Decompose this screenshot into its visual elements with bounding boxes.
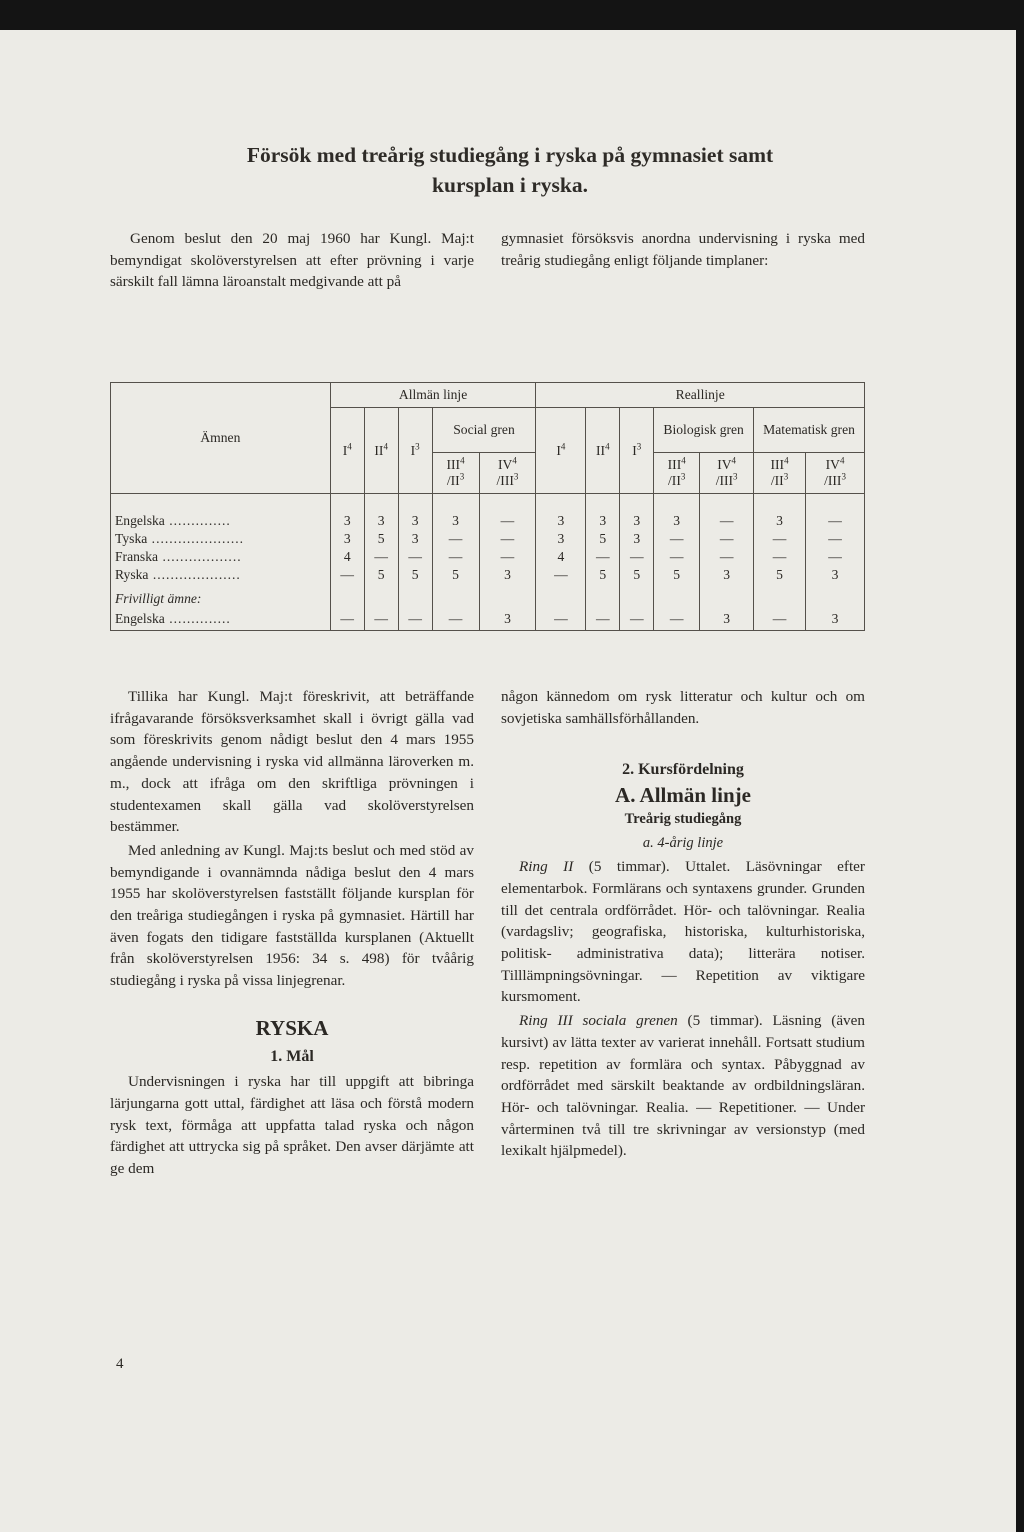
table-cell: 3 xyxy=(479,566,536,584)
ring-3-paragraph xyxy=(501,1010,865,1162)
heading-mal: 1. Mål xyxy=(270,1047,314,1065)
left-paragraph-2: Med anledning av Kungl. Maj:ts beslut och med stöd av bemyndigande i ovannämnda nådiga beslut den 4 mars 1955 har skolöverstyrelsen fastställt följande kursplan för den treåriga studiegången i ryska på gymnasiet. Härtill har även fogats den tidigare fastställda kursplanen (Aktuellt från skolöverstyrelsen 1956: 34 s. 498) för tvåårig studiegång i ryska på vissa linjegrenar. xyxy=(110,841,474,990)
table-cell xyxy=(754,584,806,608)
table-cell: Engelska .............. xyxy=(111,608,331,631)
table-cell: — xyxy=(754,530,806,548)
table-cell: — xyxy=(654,530,700,548)
table-cell: 5 xyxy=(432,566,479,584)
table-cell: — xyxy=(654,548,700,566)
table-cell: 3 xyxy=(398,494,432,531)
table-cell: 3 xyxy=(620,494,654,531)
heading-4arig-linje: a. 4-årig linje xyxy=(642,834,724,851)
table-row xyxy=(111,584,865,608)
intro-right-column xyxy=(501,228,865,271)
table-cell: — xyxy=(432,548,479,566)
table-cell: — xyxy=(364,548,398,566)
row-subject: Engelska xyxy=(115,611,165,626)
table-cell xyxy=(700,584,754,608)
left-paragraph-3: Undervisningen i ryska har till uppgift att bibringa lärjungarna gott uttal, färdighet att läsa och förstå modern rysk text, förmåga att uppfatta talad ryska och någon färdighet att uttrycka sig på språket. Den avser därjämte att ge dem xyxy=(110,1073,474,1178)
heading-trearig-studiegang: Treårig studiegång xyxy=(624,810,742,827)
ring-3-label: Ring III sociala grenen xyxy=(519,1012,678,1030)
optional-subject-label: Frivilligt ämne: xyxy=(115,591,202,606)
document-title xyxy=(110,140,910,200)
col-I4: $I^4$ xyxy=(330,408,364,494)
page-number: 4 xyxy=(116,1356,124,1372)
table-cell: — xyxy=(432,530,479,548)
table-cell xyxy=(806,584,865,608)
table-cell: 3 xyxy=(330,530,364,548)
title-line-1: Försök med treårig studiegång i ryska på gymnasiet samt xyxy=(246,143,774,167)
table-cell: Engelska .............. xyxy=(111,494,331,531)
table-cell xyxy=(364,584,398,608)
ring-3-text: (5 timmar). Läsning (även kursivt) av lätta texter av varierat innehåll. Fortsatt studium resp. repetition av formlära och syntax. Påbyggnad av ordförrådet med särskilt beaktande av ordbildningsläran. Hör- och talövningar. Realia. — Repetitioner. — Under vårterminen två till tre skrivningar av versionstyp (med lexikalt hjälpmedel). xyxy=(501,1012,865,1160)
table-cell xyxy=(536,584,586,608)
table-row xyxy=(111,566,865,584)
table-cell: — xyxy=(806,494,865,531)
table-cell: — xyxy=(330,608,364,631)
table-cell: 5 xyxy=(754,566,806,584)
social-gren-header: Social gren xyxy=(432,408,536,453)
table-cell: 3 xyxy=(536,530,586,548)
table-cell: 3 xyxy=(398,530,432,548)
table-cell: — xyxy=(364,608,398,631)
right-paragraph-1: någon kännedom om rysk litteratur och kultur och om sovjetiska samhällsförhållanden. xyxy=(501,688,865,727)
table-row xyxy=(111,548,865,566)
reallinje-header: Reallinje xyxy=(536,383,865,408)
ring-2-paragraph xyxy=(501,856,865,1008)
table-cell: — xyxy=(586,608,620,631)
table-cell: — xyxy=(754,608,806,631)
table-cell xyxy=(586,584,620,608)
body-right-column xyxy=(501,686,865,1164)
ring-2-label: Ring II xyxy=(519,858,574,876)
col-II4: $II^4$ xyxy=(364,408,398,494)
intro-right-text: gymnasiet försöksvis anordna undervisning i ryska med treårig studiegång enligt följande timplaner: xyxy=(501,230,865,269)
table-cell: — xyxy=(479,530,536,548)
row-subject: Tyska xyxy=(115,531,148,546)
table-cell: 5 xyxy=(398,566,432,584)
table-cell xyxy=(620,584,654,608)
intro-left-column xyxy=(110,228,474,293)
table-cell: 3 xyxy=(479,608,536,631)
table-cell: — xyxy=(806,548,865,566)
table-cell: — xyxy=(620,548,654,566)
row-subject: Franska xyxy=(115,549,159,564)
body-left-column xyxy=(110,686,474,1182)
bio-col-IV4-III3: $IV^4$ /III$^3$ xyxy=(700,453,754,494)
row-subject: Engelska xyxy=(115,513,165,528)
table-cell: Ryska .................... xyxy=(111,566,331,584)
heading-kursfordelning: 2. Kursfördelning xyxy=(622,761,744,779)
row-subject: Ryska xyxy=(115,567,149,582)
table-cell: 4 xyxy=(536,548,586,566)
table-cell: 5 xyxy=(364,566,398,584)
mat-col-III4-II3: III$^4$ $/II^3$ xyxy=(754,453,806,494)
table-row xyxy=(111,494,865,531)
table-cell: 3 xyxy=(754,494,806,531)
table-cell: — xyxy=(479,494,536,531)
table-cell: 3 xyxy=(806,608,865,631)
table-cell: Franska .................. xyxy=(111,548,331,566)
table-cell: 3 xyxy=(806,566,865,584)
table-cell: — xyxy=(620,608,654,631)
table-cell: — xyxy=(700,530,754,548)
table-cell: Tyska ..................... xyxy=(111,530,331,548)
table-cell: 3 xyxy=(536,494,586,531)
col-real-II4: $II^4$ xyxy=(586,408,620,494)
heading-allman-linje: A. Allmän linje xyxy=(615,783,751,808)
table-cell xyxy=(111,584,331,608)
table-cell: 4 xyxy=(330,548,364,566)
table-cell: 3 xyxy=(700,608,754,631)
table-cell: 3 xyxy=(364,494,398,531)
table-cell xyxy=(479,584,536,608)
table-cell: — xyxy=(398,548,432,566)
table-cell: — xyxy=(536,608,586,631)
col-I3: $I^3$ xyxy=(398,408,432,494)
ring-2-text: (5 timmar). Uttalet. Läsövningar efter elementarbok. Formlärans och syntaxens grunder. Grunden till det centrala ordförrådet. Hör- och talövningar. Realia (vardagsliv; geografiska, historiska, kulturhistoriska, politisk- administrativa data); litterära notiser. Tilllämpningsövningar. — Repetition av viktigare kursmoment. xyxy=(501,858,865,1006)
left-paragraph-1: Tillika har Kungl. Maj:t föreskrivit, att beträffande ifrågavarande försöksverksamhet skall i övrigt gälla vad som föreskrivits genom nådigt beslut den 4 mars 1955 angående undervisning i ryska vid allmänna läroverken m. m., dock att ifråga om den skriftliga prövningen i studentexamen skall gälla vad skolöverstyrelsen bestämmer. xyxy=(110,688,474,836)
table-cell: — xyxy=(432,608,479,631)
table-cell: — xyxy=(586,548,620,566)
table-cell: 3 xyxy=(432,494,479,531)
table-cell: 5 xyxy=(586,530,620,548)
allman-linje-header: Allmän linje xyxy=(330,383,536,408)
table-cell: 3 xyxy=(620,530,654,548)
table-cell: — xyxy=(700,548,754,566)
table-cell: 5 xyxy=(620,566,654,584)
mat-col-IV4-III3: $IV^4$ /III$^3$ xyxy=(806,453,865,494)
col-real-I4: $I^4$ xyxy=(536,408,586,494)
table-cell: 5 xyxy=(654,566,700,584)
table-cell: — xyxy=(330,566,364,584)
table-cell: — xyxy=(479,548,536,566)
timetable xyxy=(110,382,865,631)
heading-ryska: RYSKA xyxy=(255,1015,329,1040)
table-cell xyxy=(330,584,364,608)
table-cell: — xyxy=(398,608,432,631)
intro-left-text: Genom beslut den 20 maj 1960 har Kungl. Maj:t bemyndigat skolöverstyrelsen att efter prövning i varje särskilt fall lämna läroanstalt medgivande att på xyxy=(110,230,474,290)
bio-col-III4-II3: III$^4$ $/II^3$ xyxy=(654,453,700,494)
table-cell: — xyxy=(536,566,586,584)
table-cell: — xyxy=(654,608,700,631)
table-row xyxy=(111,608,865,631)
table-cell: — xyxy=(700,494,754,531)
biologisk-gren-header: Biologisk gren xyxy=(654,408,754,453)
table-cell: — xyxy=(806,530,865,548)
table-cell: 3 xyxy=(586,494,620,531)
title-line-2: kursplan i ryska. xyxy=(432,173,588,197)
col-real-I3: $I^3$ xyxy=(620,408,654,494)
soc-col-III4-II3: III$^4$ $/II^3$ xyxy=(432,453,479,494)
table-cell xyxy=(398,584,432,608)
table-cell: 5 xyxy=(586,566,620,584)
matematisk-gren-header: Matematisk gren xyxy=(754,408,865,453)
table-cell xyxy=(432,584,479,608)
table-cell xyxy=(654,584,700,608)
table-cell: 5 xyxy=(364,530,398,548)
subject-header: Ämnen xyxy=(111,383,331,494)
table-cell: — xyxy=(754,548,806,566)
table-cell: 3 xyxy=(330,494,364,531)
table-cell: 3 xyxy=(700,566,754,584)
table-cell: 3 xyxy=(654,494,700,531)
soc-col-IV4-III3: $IV^4$ /III$^3$ xyxy=(479,453,536,494)
table-row xyxy=(111,530,865,548)
